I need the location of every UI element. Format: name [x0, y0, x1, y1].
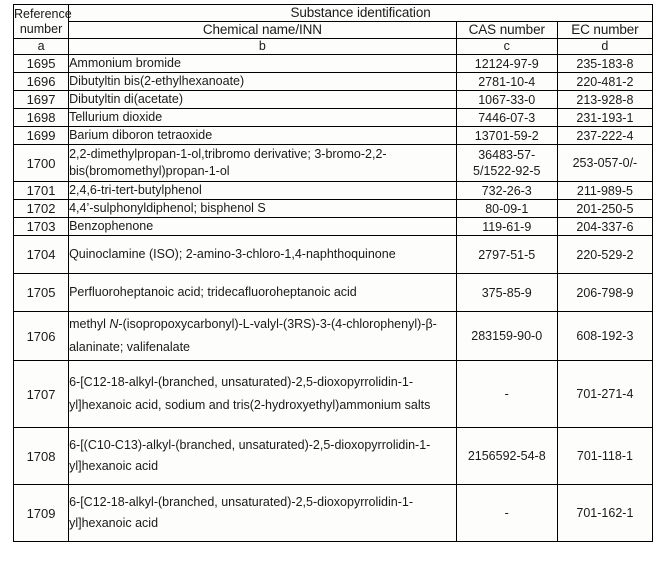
row-cas-number: 375-85-9 — [456, 274, 557, 312]
header-reference-number-line1: Reference — [14, 6, 72, 21]
table-row — [14, 91, 653, 109]
header-chemical-name: Chemical name/INN — [69, 22, 457, 39]
row-cas-number: 12124-97-9 — [456, 55, 557, 73]
row-reference-number: 1706 — [14, 312, 69, 361]
table-header-row-2 — [14, 22, 653, 39]
table-row — [14, 127, 653, 145]
row-chemical-name-prefix: methyl — [69, 317, 110, 331]
row-cas-number: 7446-07-3 — [456, 109, 557, 127]
row-chemical-name-suffix: -(isopropoxycarbonyl)-L-valyl-(3RS)-3-(4-chlorophenyl)-β-alaninate; valifenalate — [69, 317, 437, 354]
row-reference-number: 1705 — [14, 274, 69, 312]
row-reference-number: 1696 — [14, 73, 69, 91]
table-header-row-1 — [14, 5, 653, 22]
row-ec-number: 237-222-4 — [557, 127, 652, 145]
row-cas-number: - — [456, 361, 557, 428]
table-row — [14, 312, 653, 361]
row-chemical-name: Barium diboron tetraoxide — [69, 127, 457, 145]
row-chemical-name: Benzophenone — [69, 218, 457, 236]
row-cas-line1: 36483-57- — [478, 148, 536, 162]
table-row — [14, 361, 653, 428]
table-row — [14, 182, 653, 200]
row-cas-number: 1067-33-0 — [456, 91, 557, 109]
row-chemical-name: 6-[C12-18-alkyl-(branched, unsaturated)-2,5-dioxopyrrolidin-1-yl]hexanoic acid, sodium and tris(2-hydroxyethyl)ammonium salts — [69, 361, 457, 428]
table-row — [14, 73, 653, 91]
row-chemical-name: 2,2-dimethylpropan-1-ol,tribromo derivative; 3-bromo-2,2-bis(bromomethyl)propan-1-ol — [69, 145, 457, 182]
row-chemical-name: Dibutyltin di(acetate) — [69, 91, 457, 109]
table-row — [14, 428, 653, 485]
row-reference-number: 1702 — [14, 200, 69, 218]
row-ec-number: 204-337-6 — [557, 218, 652, 236]
row-ec-number: 213-928-8 — [557, 91, 652, 109]
page-canvas — [0, 4, 666, 574]
row-cas-number: - — [456, 485, 557, 542]
row-chemical-name: Quinoclamine (ISO); 2-amino-3-chloro-1,4-naphthoquinone — [69, 236, 457, 274]
row-cas-number: 2797-51-5 — [456, 236, 557, 274]
header-cas-number: CAS number — [456, 22, 557, 39]
row-ec-number: 206-798-9 — [557, 274, 652, 312]
row-chemical-name: Dibutyltin bis(2-ethylhexanoate) — [69, 73, 457, 91]
table-row — [14, 485, 653, 542]
row-reference-number: 1700 — [14, 145, 69, 182]
row-cas-number: 80-09-1 — [456, 200, 557, 218]
row-chemical-name: Ammonium bromide — [69, 55, 457, 73]
row-cas-number: 13701-59-2 — [456, 127, 557, 145]
header-letter-c: c — [456, 39, 557, 55]
row-reference-number: 1697 — [14, 91, 69, 109]
substance-table — [13, 4, 653, 542]
row-cas-number: 732-26-3 — [456, 182, 557, 200]
row-ec-number: 253-057-0/- — [557, 145, 652, 182]
row-ec-number: 231-193-1 — [557, 109, 652, 127]
header-letter-d: d — [557, 39, 652, 55]
row-chemical-name: Perfluoroheptanoic acid; tridecafluoroheptanoic acid — [69, 274, 457, 312]
header-reference-number — [14, 5, 72, 39]
table-row — [14, 55, 653, 73]
row-ec-number: 220-481-2 — [557, 73, 652, 91]
row-cas-number: 2781-10-4 — [456, 73, 557, 91]
row-ec-number: 220-529-2 — [557, 236, 652, 274]
row-cas-line2: 5/1522-92-5 — [473, 164, 541, 178]
row-ec-number: 701-271-4 — [557, 361, 652, 428]
row-reference-number: 1708 — [14, 428, 69, 485]
row-chemical-name — [69, 312, 457, 361]
row-reference-number: 1707 — [14, 361, 69, 428]
row-reference-number: 1695 — [14, 55, 69, 73]
table-row — [14, 200, 653, 218]
row-ec-number: 211-989-5 — [557, 182, 652, 200]
row-ec-number: 608-192-3 — [557, 312, 652, 361]
row-ec-number: 701-118-1 — [557, 428, 652, 485]
header-ec-number: EC number — [557, 22, 652, 39]
header-substance-identification: Substance identification — [69, 5, 653, 22]
table-row — [14, 109, 653, 127]
row-chemical-name: 6-[C12-18-alkyl-(branched, unsaturated)-2,5-dioxopyrrolidin-1-yl]hexanoic acid — [69, 485, 457, 542]
row-chemical-name: Tellurium dioxide — [69, 109, 457, 127]
header-letter-a: a — [14, 39, 69, 55]
row-chemical-name-italic: N — [109, 317, 119, 331]
row-chemical-name: 2,4,6-tri-tert-butylphenol — [69, 182, 457, 200]
row-reference-number: 1699 — [14, 127, 69, 145]
header-reference-number-line2: number — [19, 21, 63, 36]
row-reference-number: 1704 — [14, 236, 69, 274]
header-letter-b: b — [69, 39, 457, 55]
row-ec-number: 701-162-1 — [557, 485, 652, 542]
row-ec-number: 201-250-5 — [557, 200, 652, 218]
row-chemical-name: 6-[(C10-C13)-alkyl-(branched, unsaturated)-2,5-dioxopyrrolidin-1-yl]hexanoic acid — [69, 428, 457, 485]
row-ec-number: 235-183-8 — [557, 55, 652, 73]
table-row — [14, 236, 653, 274]
row-cas-number: 2156592-54-8 — [456, 428, 557, 485]
row-cas-number — [456, 145, 557, 182]
row-cas-number: 119-61-9 — [456, 218, 557, 236]
table-row — [14, 145, 653, 182]
row-reference-number: 1701 — [14, 182, 69, 200]
row-reference-number: 1709 — [14, 485, 69, 542]
row-chemical-name: 4,4’-sulphonyldiphenol; bisphenol S — [69, 200, 457, 218]
row-reference-number: 1703 — [14, 218, 69, 236]
row-reference-number: 1698 — [14, 109, 69, 127]
table-row — [14, 218, 653, 236]
table-row — [14, 274, 653, 312]
row-cas-number: 283159-90-0 — [456, 312, 557, 361]
table-header-letter-row — [14, 39, 653, 55]
